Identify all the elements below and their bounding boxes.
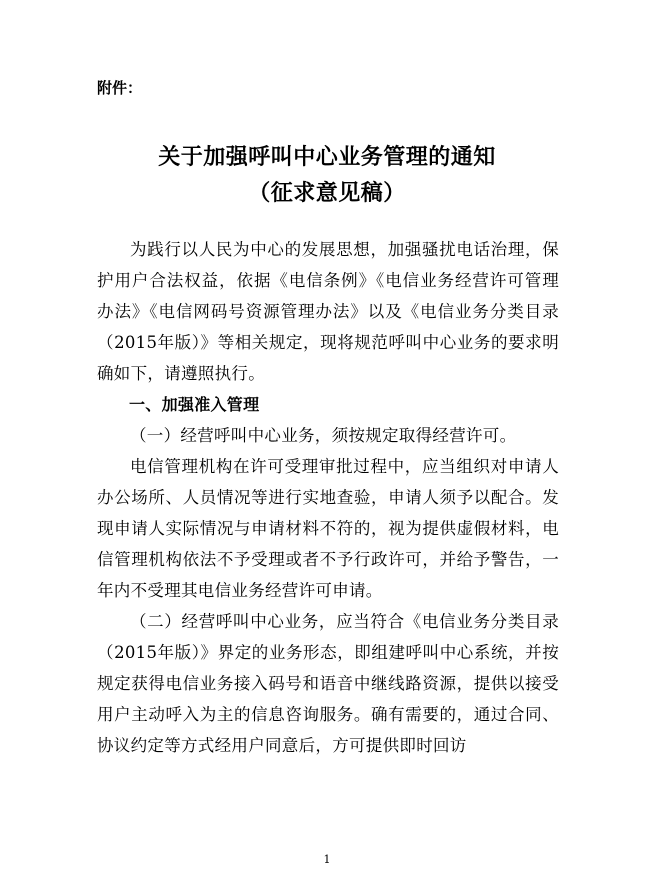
item-1-detail-paragraph: 电信管理机构在许可受理审批过程中，应当组织对申请人办公场所、人员情况等进行实地查验，申请人须予以配合。发现申请人实际情况与申请材料不符的，视为提供虚假材料，电信管理机构依法不予受理或者不予行政许可，并给予警告，一年内不受理其电信业务经营许可申请。 [97, 457, 559, 600]
item-2-paragraph: （二）经营呼叫中心业务，应当符合《电信业务分类目录（2015年版）》界定的业务形态，即组建呼叫中心系统，并按规定获得电信业务接入码号和语音中继线路资源，提供以接受用户主动呼入为主的信息咨询服务。确有需要的，通过合同、协议约定等方式经用户同意后，方可提供即时回访 [97, 612, 559, 755]
section-heading-1: 一、加强准入管理 [129, 395, 260, 414]
attachment-label: 附件： [97, 79, 143, 97]
item-1-paragraph: （一）经营呼叫中心业务，须按规定取得经营许可。 [130, 426, 517, 445]
document-body [97, 234, 559, 761]
intro-paragraph: 为践行以人民为中心的发展思想，加强骚扰电话治理，保护用户合法权益，依据《电信条例》《电信业务经营许可管理办法》《电信网码号资源管理办法》以及《电信业务分类目录（2015年版）》等相关规定，现将规范呼叫中心业务的要求明确如下，请遵照执行。 [97, 240, 559, 383]
document-title [0, 140, 654, 212]
page-number: 1 [323, 853, 331, 866]
title-subtitle: （征求意见稿） [248, 181, 406, 206]
title-main: 关于加强呼叫中心业务管理的通知 [158, 145, 496, 170]
